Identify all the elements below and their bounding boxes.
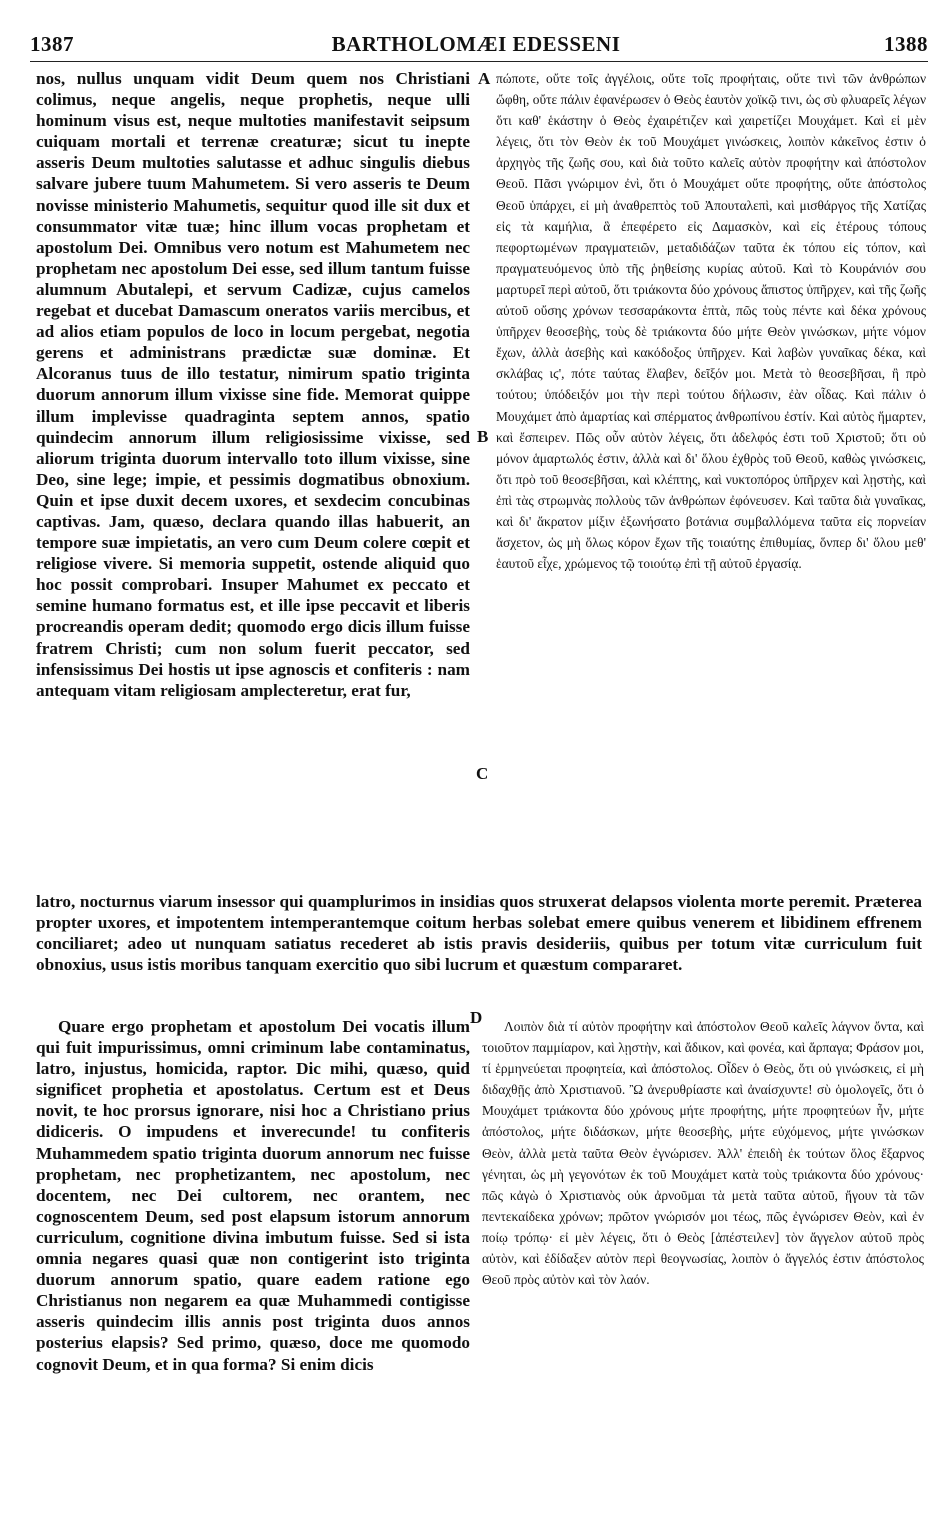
margin-letter-d: D [470,1008,483,1027]
margin-letter-c: C [476,764,489,783]
greek-paragraph-2: Λοιπὸν διὰ τί αὐτὸν προφήτην καὶ ἀπόστολον Θεοῦ καλεῖς λάγνον ὄντα, καὶ τοιοῦτον παμμίαρον, καὶ λῃστὴν, καὶ ἄδικον, καὶ φονέα, καὶ ἅρπαγα; Φράσον μοι, τί ἑρμηνεύεται προφητεία, καὶ ἀπόστολος. Οἶδεν ὁ Θεὸς, ὅτι οὐ γινώσκεις, εἰ μὴ διδαχθῇς ἀπὸ Χριστιανοῦ. Ὢ ἀνερυθρίαστε καὶ ἀναίσχυντε! σὺ ὁμολογεῖς, ὅτι ὁ Μουχάμετ τριάκοντα δύο χρόνους μήτε προφήτης, μήτε προφητεύων ἦν, μήτε ἀπόστολος, μήτε διδάσκων, μήτε θεοσεβὴς, μήτε εὐχόμενος, μήτε γινώσκων Θεὸν, ἀλλὰ μετὰ ταῦτα Θεὸν ἐγνώρισεν. Ἀλλ' ἐπειδὴ ἐκ τούτων ὅλος ἔξαρνος γένηται, ὡς μὴ γεγονότων ἐκ τοῦ Μουχάμετ κατὰ τοὺς τριάκοντα δύο χρόνους· πῶς κἀγὼ ὁ Χριστιανὸς οὐκ ἀρνοῦμαι τὰ μετὰ ταῦτα αὐτοῦ, ἤγουν τὰ τῶν πεντεκαίδεκα χρόνων; πρῶτον γνώρισόν μοι τέως, πῶς ἐγνώρισεν Θεὸν, καὶ ἐν ποίῳ τρόπῳ· εἰ μὲν λέγεις, ὅτι ὁ Θεὸς [ἀπέστειλεν] τὸν ἄγγελον αὐτοῦ πρὸς αὐτὸν, καὶ ἐδίδαξεν αὐτὸν περὶ θεογνωσίας, λοιπὸν ὁ ἄγγελός ἐστιν ἀπόστολος Θεοῦ πρὸς αὐτὸν καὶ τὸν λαόν. [482,1019,924,1288]
latin-column-2 [36,1016,470,1375]
margin-letter-b: B [477,427,489,446]
running-title: BARTHOLOMÆI EDESSENI [331,32,621,56]
greek-paragraph-1: πώποτε, οὔτε τοῖς ἀγγέλοις, οὔτε τοῖς προφήταις, οὔτε τινὶ τῶν ἀνθρώπων ὤφθη, οὔτε πάλιν ἐφανέρωσεν ὁ Θεὸς ἑαυτὸν χοϊκῷ τινι, ὡς σὺ φλυαρεῖς λέγων ὅτι καθ' ἑκάστην ὁ Θεὸς ἐχαιρέτιζεν καὶ χαιρετίζει Μουχάμετ. Καὶ εἰ μὲν λέγεις, ὅτι τὸν Θεὸν ἐκ τοῦ Μουχάμετ γινώσκεις, λοιπὸν κἀκεῖνος ἐστιν ὁ ἀρχηγὸς τῆς ζωῆς σου, καὶ διὰ τοῦτο καλεῖς αὐτὸν προφήτην καὶ ἀπόστολον Θεοῦ. Πᾶσι γνώριμον ἐνὶ, ὅτι ὁ Μουχάμετ οὔτε προφήτης, οὔτε ἀπόστολος Θεοῦ ὑπάρχει, εἰ μὴ ἀναθρεπτὸς τοῦ Ἀπουταλεπὶ, καὶ μισθάργος τῆς Χατίζας εἰς τὰ καμήλια, ἃ ἐπεφέρετο εἰς Δαμασκὸν, καὶ εἰς ἑτέρους τόπους πεφορτωμένων πραγματειῶν, μεταδιδάζων ταῦτα ἐκ τόπου εἰς τόπον, καὶ πραγματευόμενος ὑπὸ τῆς ῥηθείσης κυρίας αὐτοῦ. Καὶ τὸ Κουράνιόν σου μαρτυρεῖ περὶ αὐτοῦ, ὅτι τριάκοντα δύο χρόνους ἄπιστος ὑπῆρχεν, καὶ τῆς ζωῆς αὐτοῦ οὔσης χρόνων τεσσαράκοντα ἑπτὰ, πῶς τοὺς πέντε καὶ δέκα χρόνους ὑπῆρχεν θεοσεβὴς, τοὺς δὲ τριάκοντα δύο μήτε Θεὸν γινώσκων, μήτε νόμον ἔχων, ἀλλὰ ἀσεβὴς καὶ κακόδοξος ὑπῆρχεν. Καὶ λαβὼν γυναῖκας δέκα, καὶ σκλάβας ιϛ', πότε ταύτας ἔλαβεν, δεῖξόν μοι. Μετὰ τὸ θεοσεβῆσαι, ἢ πρὸ τούτου; ὑπόδειξόν μοι τὴν περὶ τούτου δήλωσιν, ἐὰν οἶδας. Καὶ πάλιν ὁ Μουχάμετ ἀπὸ ἁμαρτίας καὶ σπέρματος ἀνθρωπίνου ἐστίν. Καὶ αὐτὸς ἥμαρτεν, καὶ ἔσπειρεν. Πῶς οὖν αὐτὸν λέγεις, ὅτι ἀδελφός ἐστι τοῦ Χριστοῦ; ὅτι οὐ μόνον ἁμαρτωλός ἐστιν, ἀλλὰ καὶ δι' ὅλου ἐχθρὸς τοῦ Θεοῦ, καθὼς γινώσκεις, ὅτι πρὸ τοῦ θεοσεβῆσαι, καὶ κλέπτης, καὶ νυκτοπόρος ὑπῆρχεν καὶ λῃστὴς, καὶ ἐπὶ τὰς στρωμνὰς πολλοὺς τῶν ἀνθρώπων ἐφόνευσεν. Καὶ ταῦτα διὰ γυναῖκας, καὶ δι' ἄκρατον μίξιν ἐξωνήσατο βοτάνια συμβαλλόμενα ταῦτα εἰς πορνείαν ἄσχετον, ὡς μὴ ὅλως κόρον ἔχων τῆς τοιαύτης ἐπιθυμίας, ὅνπερ δι' ὅλου μεθ' ἑαυτοῦ εἶχε, χρώμενος τῷ τοιούτῳ ἐπὶ τῇ αὐτοῦ ἐργασίᾳ. [496,71,926,572]
page-number-right: 1388 [884,32,928,56]
greek-column-2 [482,1016,924,1290]
latin-paragraph-2: Quare ergo prophetam et apostolum Dei vocatis illum qui fuit impurissimus, omni criminum labe contaminatus, latro, injustus, homicida, raptor. Dic mihi, quæso, quid significet prophetia et apostolatus. Certum est et Deus novit, te hoc prorsus ignorare, nisi hoc a Christiano prius didiceris. O impudens et inverecunde! tu confiteris Muhammedem spatio triginta duorum annorum nec fuisse prophetam, nec prophetizantem, nec apostolum, nec docentem, nec Dei cultorem, nec orantem, nec cognoscentem Deum, sed post elapsum istorum annorum curriculum, cognitione divina imbutum fuisse. Sed si ista omnia negares quasi quæ non contigerint isto triginta duorum annorum spatio, quare eadem ratione ego Christianus non negarem ea quæ Muhammedi contigisse asseris quindecim illis annis post triginta duos annos posterius elapsis? Sed primo, quæso, doce me quomodo cognovit Deum, et in qua forma? Si enim dicis [36,1017,470,1374]
latin-column-1 [36,68,470,701]
page-number-left: 1387 [30,32,74,56]
header-rule [30,61,928,62]
latin-paragraph-1: nos, nullus unquam vidit Deum quem nos Christiani colimus, neque angelis, neque prophetis, neque ulli hominum visus est, neque multoties manifestavit seipsum cuiquam mortali et terrenæ creaturæ; sicut tu inepte asseris Deum multoties salutasse et adhuc singulis diebus salvare jubere tuum Mahumetem. Si vero asseris te Deum novisse ministerio Mahumetis, sequitur quod ille sit dux et consummator vitæ tuæ; hinc illum vocas prophetam et apostolum Dei. Omnibus vero notum est Mahumetem nec prophetam nec apostolum Dei esse, sed illum tantum fuisse alumnum Abutalepi, et servum Cadizæ, cujus camelos regebat et ducebat Damascum oneratos variis mercibus, et ad alios etiam populos de loco in locum pergebat, negotia gerens et administrans prædictæ suæ dominæ. Et Alcoranus tuus de illo testatur, nimirum spatio triginta duorum annorum illum vixisse sine fide. Memorat quippe illum implevisse quadraginta septem annos, spatio quindecim annorum illum religiosissime vixisse, sed aliorum triginta duorum intervallo toto illum vixisse, sine Deo, sine lege; impie, et pessimis dogmatibus obnoxium. Quin et ipse duxit decem uxores, et sexdecim concubinas captivas. Jam, quæso, declara quando illas habuerit, an tempore suæ impietatis, an vero cum Deum colere cœpit et religiose vivere. Si memoria suppetit, ostende aliquid quo hoc possit comprobari. Insuper Mahumet ex peccato et semine humano formatus est, et ille ipse peccavit et liberis procreandis operam dedit; quomodo ergo dicis illum fuisse fratrem Christi; cum non solum fuerit peccator, sed infensissimus Dei hostis ut ipse agnoscis et confiteris : nam antequam vitam religiosam amplecteretur, erat fur, [36,69,470,700]
fullwidth-paragraph: latro, nocturnus viarum insessor qui quamplurimos in insidias quos struxerat delapsos violenta morte peremit. Præterea propter uxores, et impotentem intemperantemque coitum herbas solebat emere quibus venerem et libidinem effrenem conciliaret; adeo ut nunquam satiatus recederet ab istis pravis desideriis, quibus per totum vitæ curriculum fuit obnoxius, usus istis moribus tanquam exercitio quo sibi lucrum et quæstum compararet. [36,892,922,975]
fullwidth-continuation [36,891,922,975]
margin-letter-a: A [478,69,491,88]
greek-column-1 [496,68,926,574]
